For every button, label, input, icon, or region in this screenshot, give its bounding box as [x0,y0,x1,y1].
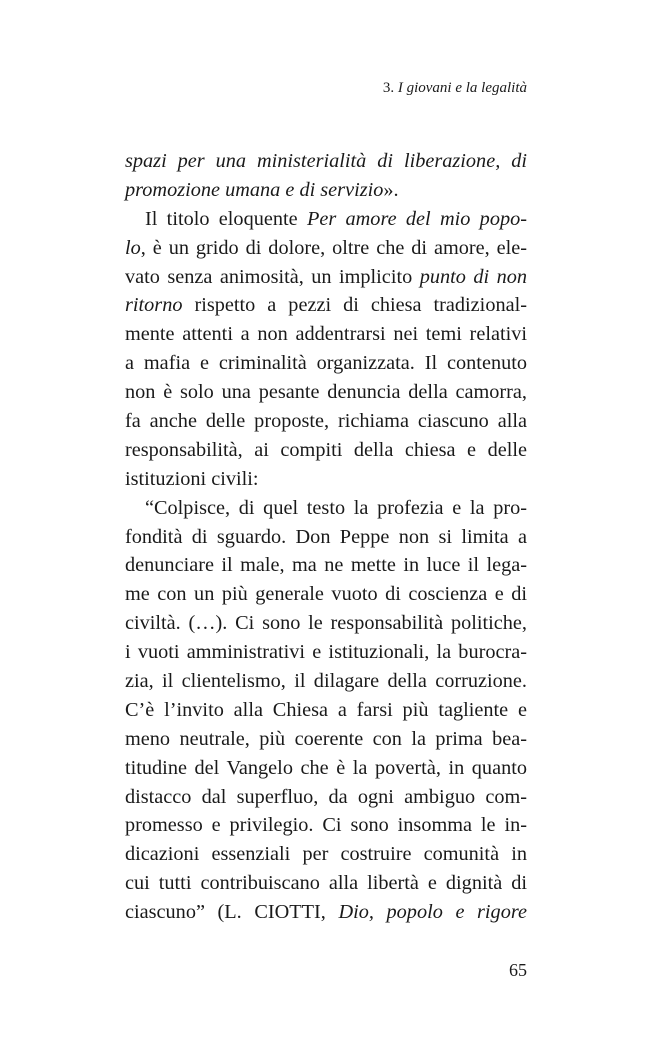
italic-run: ritorno [125,294,183,317]
text-line [125,523,527,552]
text-run: non è solo una pesante denuncia della camorra, [125,381,527,404]
text-run: meno neutrale, più coerente con la prima bea- [125,727,527,750]
text-run: ». [383,178,399,201]
page-number: 65 [509,960,527,980]
text-run: cui tutti contribuiscano alla libertà e dignità di [125,872,527,895]
chapter-title: I giovani e la legalità [397,80,527,96]
text-line [125,205,527,234]
italic-run: promozione umana e di servizio [125,178,384,201]
text-run: ciascuno” (L. CIOTTI, [125,901,339,924]
text-run: C’è l’invito alla Chiesa a farsi più tagliente e [125,698,527,721]
text-line [125,349,527,378]
text-line [125,667,527,696]
italic-run: punto di non [419,265,527,288]
text-run: fa anche delle proposte, richiama ciascuno alla [125,410,527,433]
text-line [125,263,527,292]
text-run: promesso e privilegio. Ci sono insomma le in- [125,814,527,837]
text-run: i vuoti amministrativi e istituzionali, la burocra- [125,641,527,664]
text-run: a mafia e criminalità organizzata. Il contenuto [125,352,527,375]
text-run: vato senza animosità, un implicito [125,265,420,288]
text-run: dicazioni essenziali per costruire comunità in [125,843,527,866]
text-run: fondità di sguardo. Don Peppe non si limita a [125,525,527,548]
text-run: responsabilità, ai compiti della chiesa e delle [125,438,527,461]
text-run: denunciare il male, ma ne mette in luce il lega- [125,554,527,577]
text-line [125,783,527,812]
text-line [125,898,527,927]
text-run: zia, il clientelismo, il dilagare della corruzione. [125,670,527,693]
chapter-number: 3. [382,80,395,96]
body-text [125,147,527,927]
text-line [125,725,527,754]
text-line [125,291,527,320]
text-run: “Colpisce, di quel testo la profezia e la pro- [145,496,527,519]
text-line [125,320,527,349]
text-run: mente attenti a non addentrarsi nei temi relativi [125,323,527,346]
text-line [125,465,527,494]
text-run: rispetto a pezzi di chiesa tradizional- [182,294,527,317]
text-line [125,407,527,436]
text-line [125,609,527,638]
text-run: titudine del Vangelo che è la povertà, in quanto [125,756,527,779]
text-line [125,580,527,609]
text-line [125,754,527,783]
running-head [383,80,527,97]
text-line [125,840,527,869]
text-line [125,436,527,465]
text-run: distacco dal superfluo, da ogni ambiguo com- [125,785,527,808]
italic-run: spazi per una ministerialità di liberazione, di [125,150,527,172]
text-line [125,234,527,263]
text-line [125,638,527,667]
italic-run: Dio, popolo e rigore [338,901,527,924]
text-run: , è un grido di dolore, oltre che di amore, ele- [140,236,527,259]
text-run: Il titolo eloquente [145,207,307,230]
text-run: istituzioni civili: [125,467,259,490]
text-line [125,378,527,407]
text-run: civiltà. (…). Ci sono le responsabilità politiche, [125,612,527,635]
italic-run: lo [125,236,141,259]
text-line [125,176,527,205]
text-line [125,147,527,176]
text-line [125,811,527,840]
text-line [125,869,527,898]
text-line [125,696,527,725]
text-line [125,551,527,580]
text-line [125,494,527,523]
italic-run: Per amore del mio popo- [306,207,527,230]
text-run: me con un più generale vuoto di coscienza e di [125,583,527,606]
